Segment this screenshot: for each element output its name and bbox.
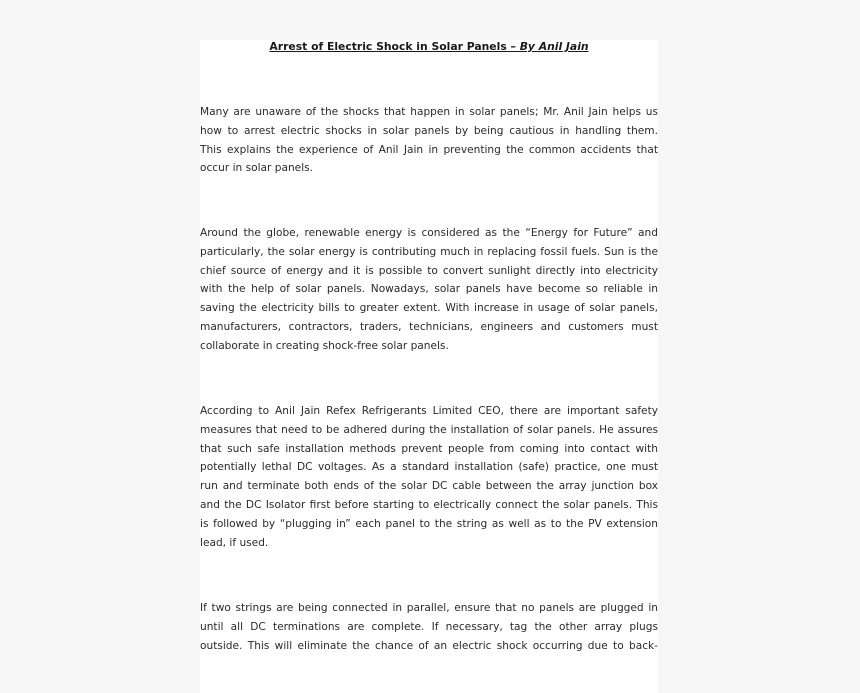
- paragraph-line: saving the electricity bills to greater extent. With increase in usage of solar panels,: [200, 302, 658, 315]
- paragraph-4: [200, 599, 658, 655]
- paragraph-line: lead, if used.: [200, 536, 269, 549]
- paragraph-line: run and terminate both ends of the solar DC cable between the array junction box: [200, 480, 658, 493]
- paragraph-line: manufacturers, contractors, traders, technicians, engineers and customers must: [200, 320, 658, 333]
- paragraph-1: [200, 103, 658, 178]
- paragraph-line: chief source of energy and it is possible to convert sunlight directly into electricity: [200, 264, 658, 277]
- paragraph-2: [200, 224, 658, 356]
- paragraph-line: This explains the experience of Anil Jain in preventing the common accidents that: [200, 143, 658, 156]
- paragraph-line: occur in solar panels.: [200, 162, 314, 175]
- paragraph-line: If two strings are being connected in parallel, ensure that no panels are plugged in: [200, 602, 658, 614]
- paragraph-line: that such safe installation methods prevent people from coming into contact with: [200, 442, 658, 455]
- paragraph-line: until all DC terminations are complete. If necessary, tag the other array plugs: [200, 620, 658, 633]
- paragraph-line: Around the globe, renewable energy is considered as the “Energy for Future” and: [200, 227, 658, 239]
- title-text: Arrest of Electric Shock in Solar Panels –: [269, 40, 520, 53]
- paragraph-line: Many are unaware of the shocks that happen in solar panels; Mr. Anil Jain helps us: [200, 106, 658, 118]
- paragraph-line: and the DC Isolator first before starting to electrically connect the solar panels. This: [200, 498, 658, 511]
- paragraph-line: measures that need to be adhered during the installation of solar panels. He assures: [200, 423, 658, 436]
- document-page: [200, 40, 658, 693]
- paragraph-3: [200, 402, 658, 552]
- author-byline: By Anil Jain: [519, 40, 589, 53]
- paragraph-line: how to arrest electric shocks in solar panels by being cautious in handling them.: [200, 124, 658, 137]
- paragraph-line: potentially lethal DC voltages. As a standard installation (safe) practice, one must: [200, 461, 658, 474]
- paragraph-line: collaborate in creating shock-free solar panels.: [200, 339, 449, 352]
- paragraph-line: with the help of solar panels. Nowadays, solar panels have become so reliable in: [200, 283, 658, 296]
- paragraph-line: is followed by “plugging in” each panel to the string as well as to the PV extension: [200, 517, 658, 530]
- document-title: [200, 40, 658, 58]
- paragraph-line: According to Anil Jain Refex Refrigerants Limited CEO, there are important safety: [200, 405, 658, 417]
- paragraph-line: outside. This will eliminate the chance of an electric shock occurring due to back-: [200, 639, 658, 652]
- paragraph-line: particularly, the solar energy is contributing much in replacing fossil fuels. Sun is the: [200, 245, 658, 258]
